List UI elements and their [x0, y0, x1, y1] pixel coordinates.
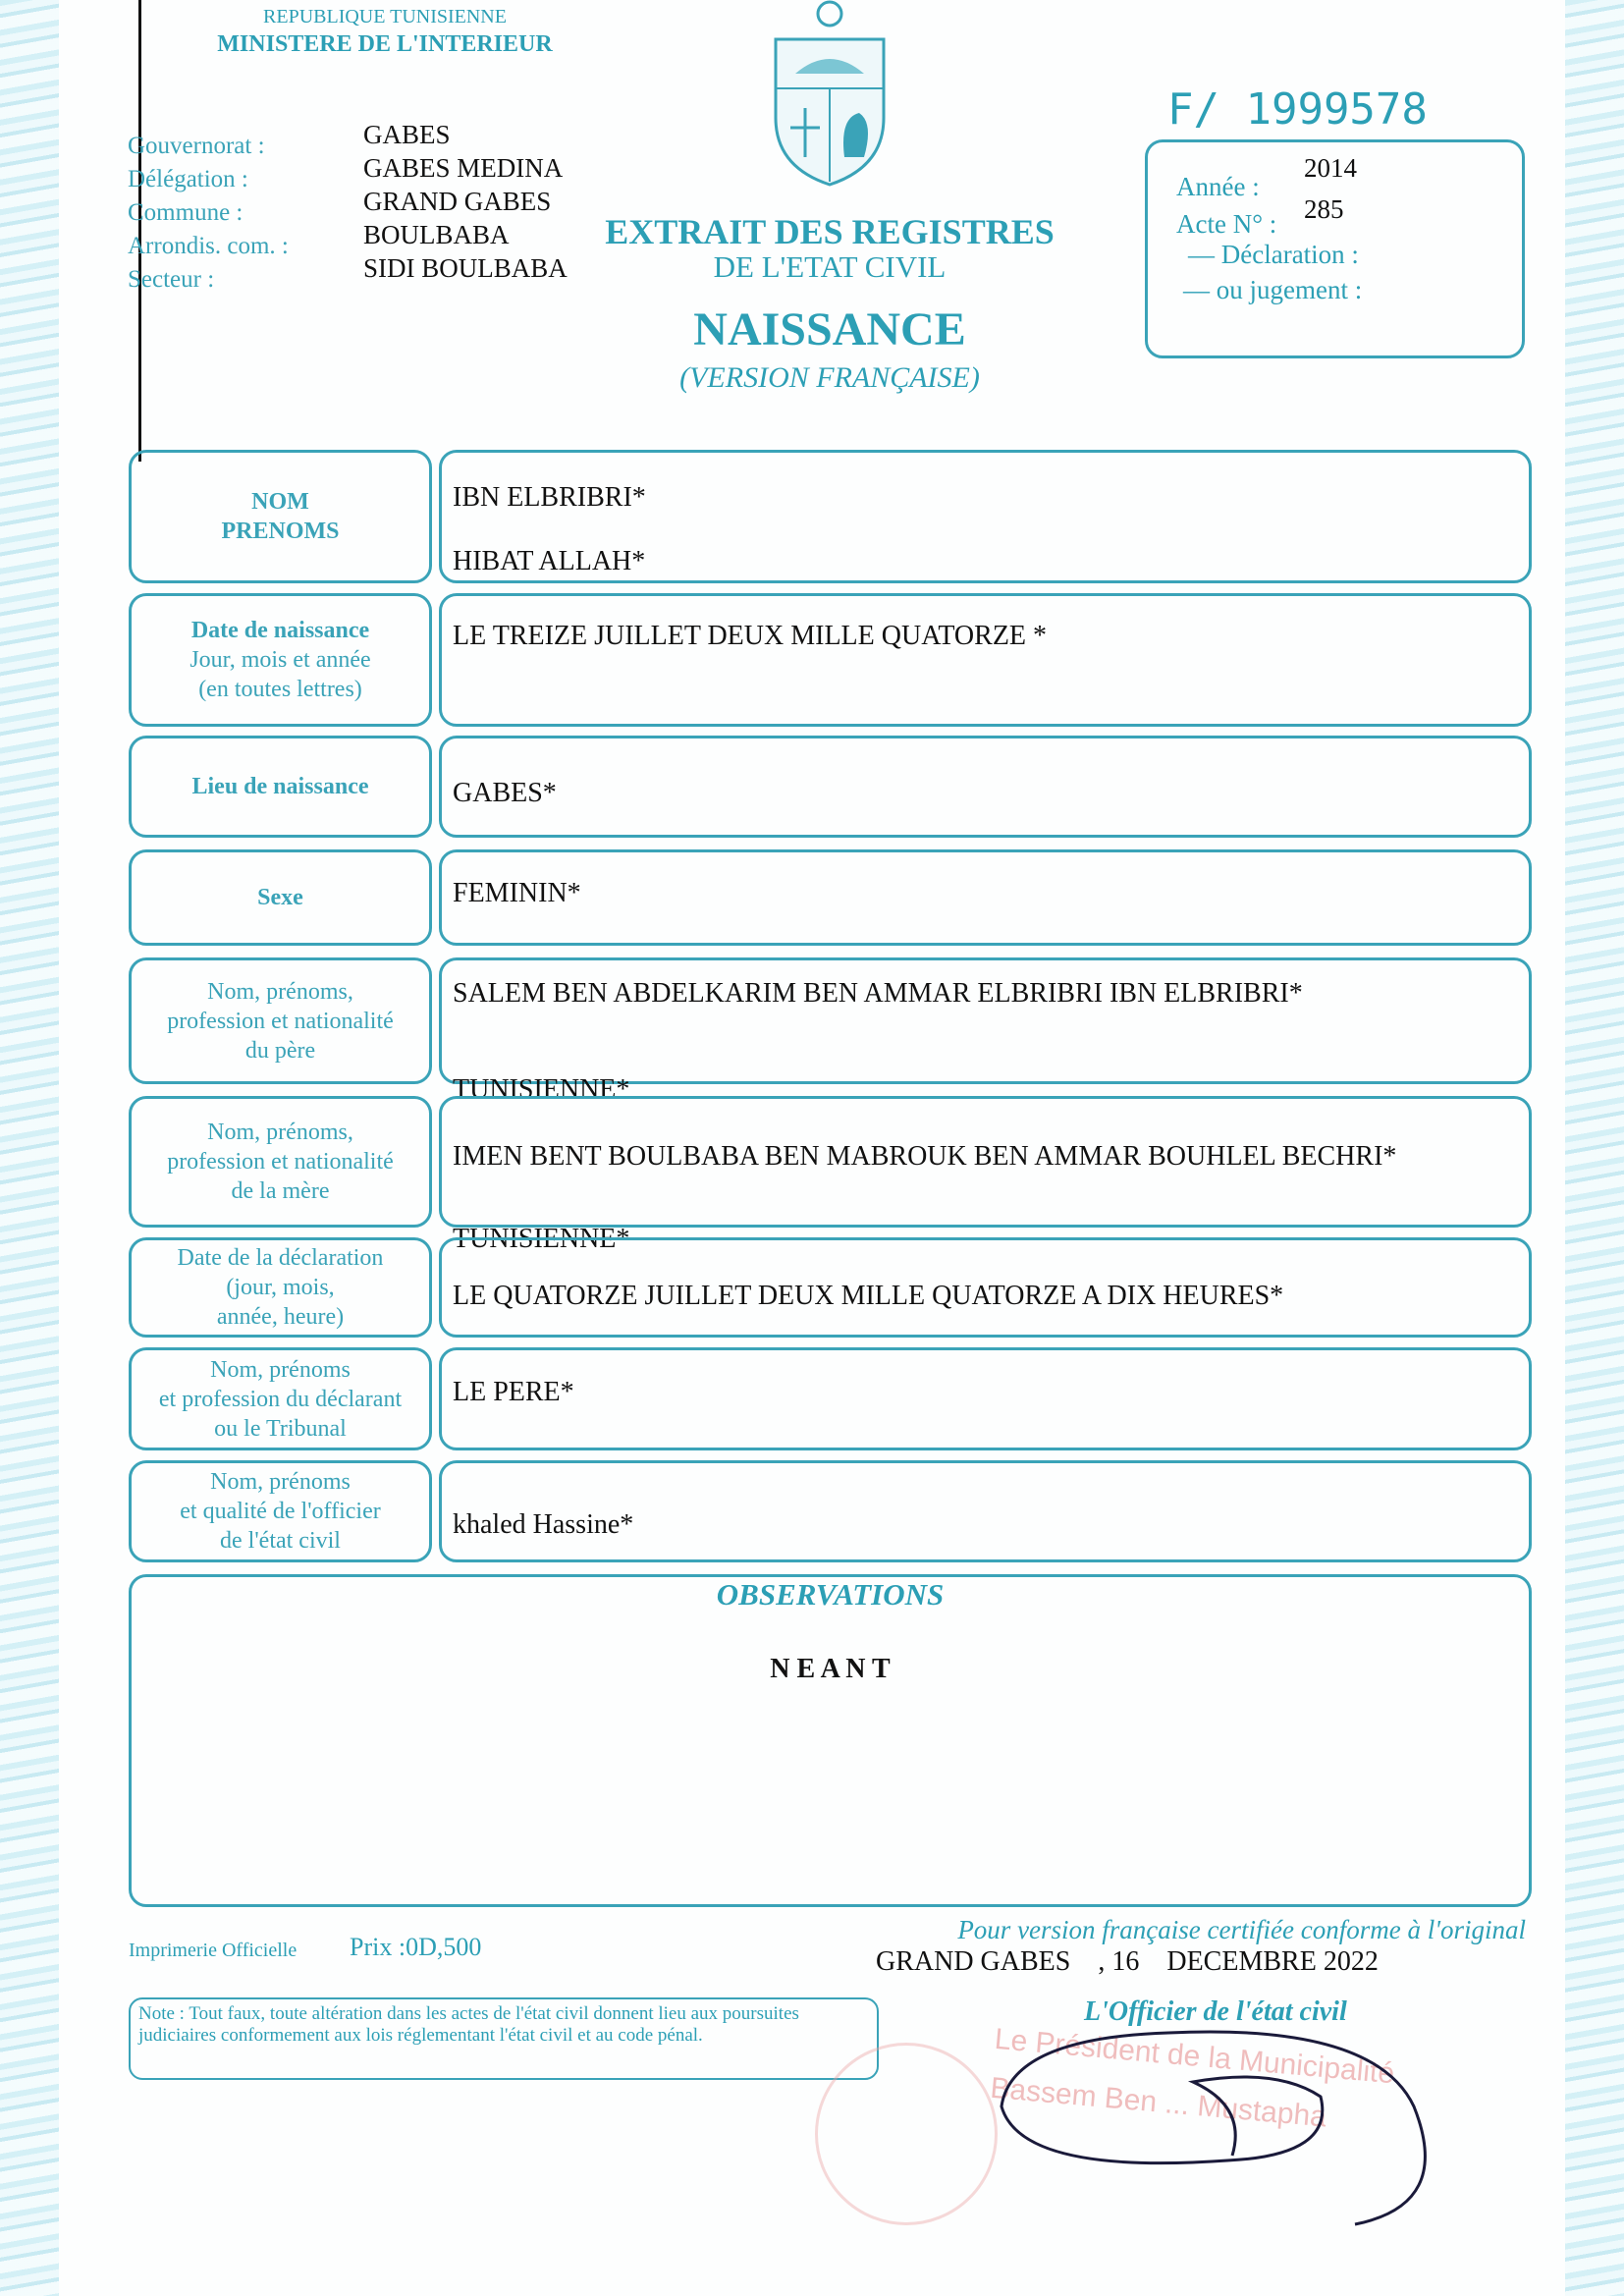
row-label-pere: [129, 957, 432, 1084]
row-label-line: profession et nationalité: [167, 1008, 394, 1034]
row-label-line: du père: [244, 1037, 316, 1064]
row-label-lieu-naissance: [129, 736, 432, 838]
row-label-officier: [129, 1460, 432, 1562]
title-etat-civil: DE L'ETAT CIVIL: [713, 249, 947, 284]
row-label-line: profession et nationalité: [167, 1149, 394, 1175]
row-label-line: Nom, prénoms,: [207, 1120, 353, 1145]
row-value-box-pere: [439, 957, 1532, 1084]
row-value-declarant: LE PERE*: [453, 1377, 574, 1407]
annee-label: Année :: [1176, 172, 1260, 201]
row-value-date-naissance: LE TREIZE JUILLET DEUX MILLE QUATORZE *: [453, 621, 1048, 651]
round-stamp: [815, 2043, 998, 2225]
secteur-label: Secteur :: [128, 266, 215, 293]
price-text: Prix :0D,500: [350, 1933, 482, 1961]
row-label-line: (jour, mois,: [226, 1275, 335, 1300]
row-label-line: année, heure): [216, 1304, 345, 1330]
ministry-text: MINISTERE DE L'INTERIEUR: [217, 31, 553, 57]
admin-values: [363, 118, 568, 285]
observations-value: N E A N T: [770, 1654, 891, 1684]
issue-date: DECEMBRE 2022: [1166, 1946, 1379, 1977]
row-value-box-declarant: [439, 1347, 1532, 1450]
row-label-line: Sexe: [257, 885, 303, 910]
serial-number: [1167, 84, 1428, 135]
row-value-date-declaration: LE QUATORZE JUILLET DEUX MILLE QUATORZE A DIX HEURES*: [453, 1281, 1284, 1311]
row-label-nom-prenoms: [129, 450, 432, 583]
republic-text: REPUBLIQUE TUNISIENNE: [263, 6, 507, 27]
annee-value: 2014: [1304, 153, 1357, 183]
row-label-line: ou le Tribunal: [214, 1415, 347, 1442]
issue-day: , 16: [1098, 1946, 1140, 1977]
row-label-line: de la mère: [231, 1178, 330, 1204]
issue-place: GRAND GABES: [876, 1946, 1071, 1977]
security-border-left: [0, 0, 59, 2296]
row-label-line: Date de naissance: [190, 618, 370, 643]
row-value-pere: TUNISIENNE*: [453, 1074, 630, 1105]
row-value-mere: IMEN BENT BOULBABA BEN MABROUK BEN AMMAR BOUHLEL BECHRI*: [453, 1141, 1397, 1172]
arrondissement-value: BOULBABA: [363, 220, 510, 249]
issue-place-date: [876, 1946, 1379, 1978]
gouvernorat-value: GABES: [363, 120, 451, 149]
row-label-line: Lieu de naissance: [191, 774, 369, 799]
arrondissement-label: Arrondis. com. :: [128, 233, 289, 259]
title-version: (VERSION FRANÇAISE): [679, 361, 980, 394]
row-value-box-sexe: [439, 849, 1532, 946]
row-label-line: Nom, prénoms,: [207, 978, 353, 1005]
jugement-label: — ou jugement :: [1183, 275, 1363, 304]
observations-title: OBSERVATIONS: [716, 1577, 945, 1612]
row-label-line: PRENOMS: [221, 519, 340, 544]
serial-text: F/ 1999578: [1167, 84, 1428, 135]
row-label-line: de l'état civil: [220, 1528, 341, 1554]
row-label-line: Jour, mois et année: [189, 647, 371, 673]
observations-box: [129, 1574, 1532, 1907]
commune-value: GRAND GABES: [363, 187, 552, 216]
delegation-value: GABES MEDINA: [363, 153, 564, 183]
row-value-sexe: FEMININ*: [453, 878, 581, 908]
declaration-label: — Déclaration :: [1188, 240, 1359, 269]
row-label-line: (en toutes lettres): [198, 677, 362, 702]
row-value-pere: SALEM BEN ABDELKARIM BEN AMMAR ELBRIBRI IBN ELBRIBRI*: [453, 978, 1303, 1009]
secteur-value: SIDI BOULBABA: [363, 253, 568, 283]
acte-label: Acte N° :: [1176, 209, 1277, 239]
row-value-mere: TUNISIENNE*: [453, 1224, 630, 1254]
row-value-nom-prenoms: IBN ELBRIBRI*: [453, 482, 646, 513]
row-value-lieu-naissance: GABES*: [453, 778, 557, 808]
security-border-right: [1565, 0, 1624, 2296]
official-stamp: Le Président de la Municipalité Bassem Ben ... Mustapha: [989, 2022, 1396, 2134]
gouvernorat-label: Gouvernorat :: [128, 133, 265, 159]
signature: [982, 1979, 1492, 2273]
row-label-sexe: [129, 849, 432, 946]
row-value-officier: khaled Hassine*: [453, 1509, 634, 1540]
row-label-date-naissance: [129, 593, 432, 727]
row-label-line: et profession du déclarant: [158, 1386, 403, 1412]
commune-label: Commune :: [128, 199, 244, 226]
printer-text: Imprimerie Officielle: [129, 1940, 298, 1961]
title-extrait: EXTRAIT DES REGISTRES: [605, 212, 1055, 251]
row-value-box-date-naissance: [439, 593, 1532, 727]
note-text: Note : Tout faux, toute altération dans les actes de l'état civil donnent lieu aux poursuites judiciaires conformement aux lois réglementant l'état civil et au code pénal.: [138, 2003, 799, 2046]
row-value-box-lieu-naissance: [439, 736, 1532, 838]
tunisia-emblem-icon: [766, 0, 893, 189]
row-value-nom-prenoms: HIBAT ALLAH*: [453, 546, 646, 576]
certified-text: Pour version française certifiée conforme à l'original: [957, 1915, 1526, 1944]
delegation-label: Délégation :: [128, 166, 248, 192]
row-label-line: Nom, prénoms: [210, 1469, 351, 1495]
row-label-declarant: [129, 1347, 432, 1450]
admin-labels: [128, 130, 289, 297]
row-label-line: Nom, prénoms: [210, 1356, 351, 1383]
row-label-line: Date de la déclaration: [177, 1245, 384, 1271]
row-label-date-declaration: [129, 1237, 432, 1338]
row-label-mere: [129, 1096, 432, 1228]
officer-title: L'Officier de l'état civil: [1084, 1996, 1347, 2027]
acte-value: 285: [1304, 194, 1344, 224]
row-label-line: et qualité de l'officier: [180, 1499, 381, 1524]
row-label-line: NOM: [251, 489, 309, 515]
title-naissance: NAISSANCE: [693, 303, 966, 355]
